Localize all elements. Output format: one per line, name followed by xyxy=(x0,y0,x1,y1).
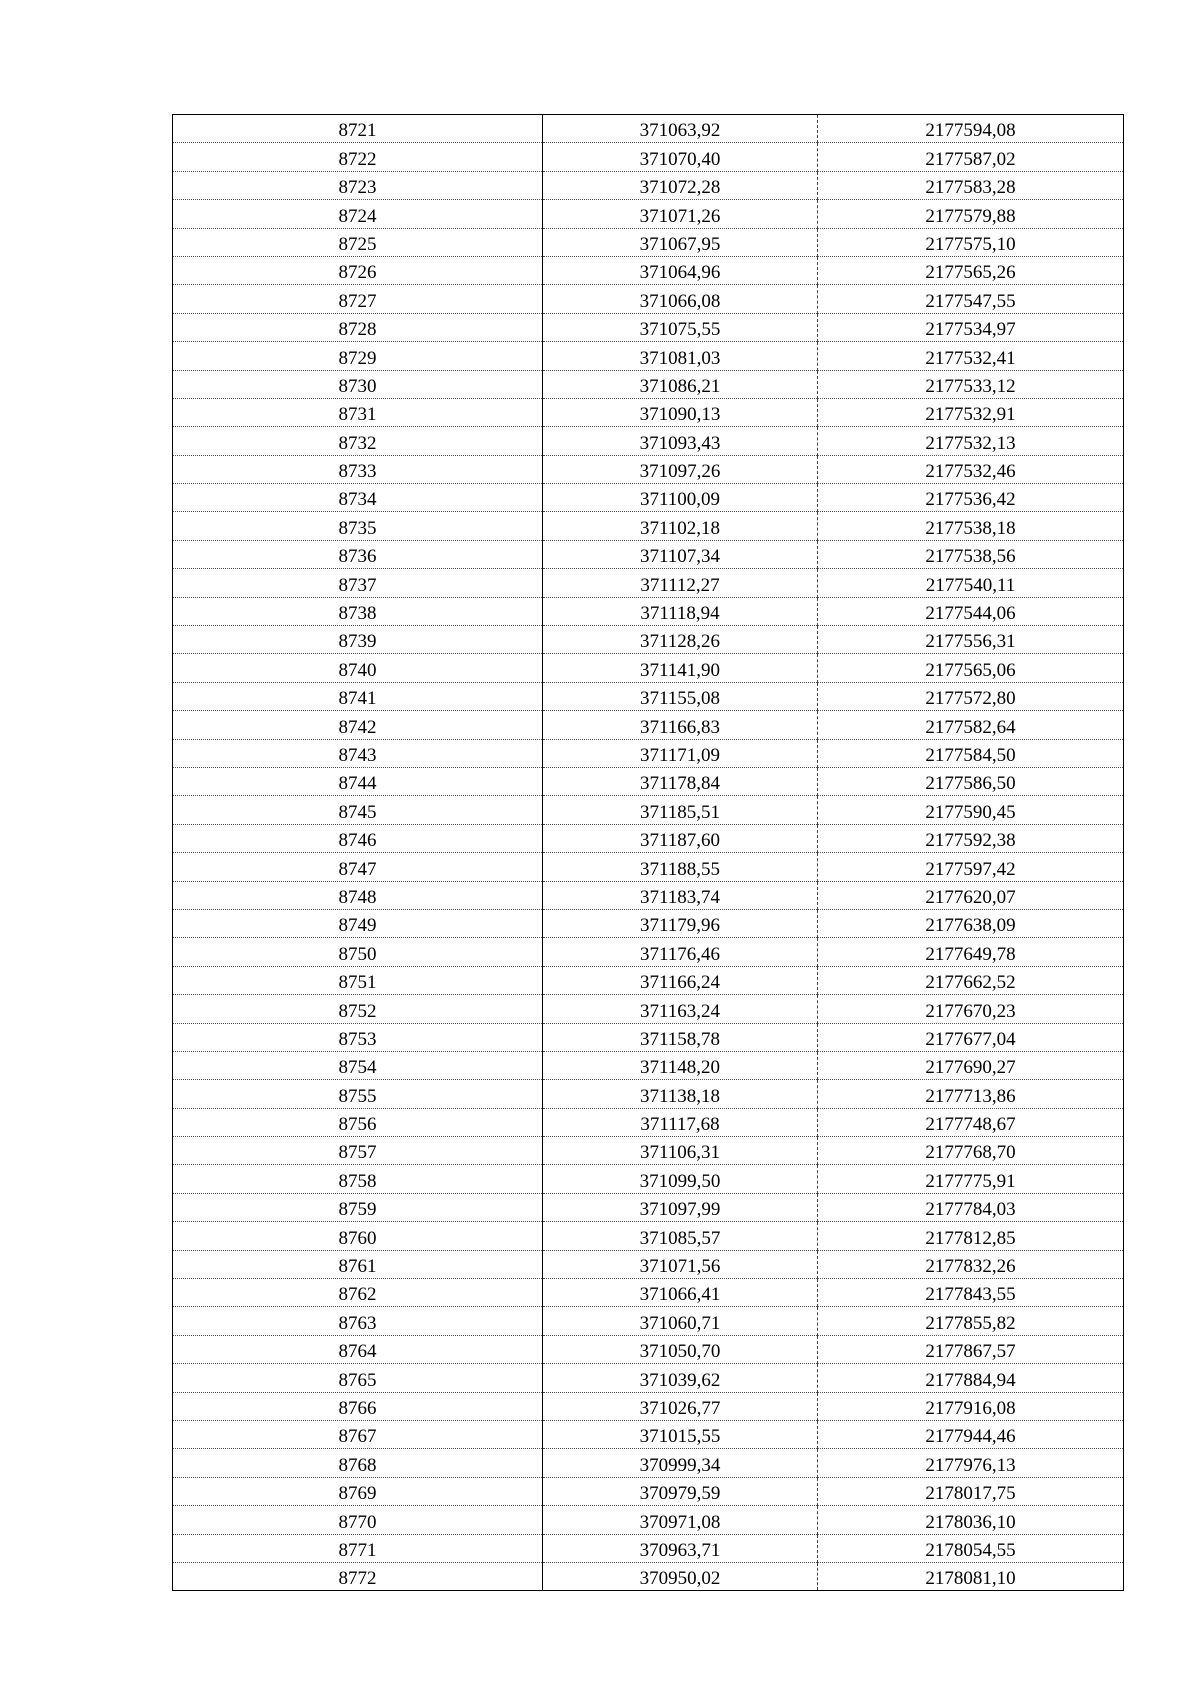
table-row xyxy=(173,824,1124,852)
x-coordinate-cell: 371141,90 xyxy=(543,654,818,682)
table-row xyxy=(173,115,1124,143)
point-number-cell: 8764 xyxy=(173,1335,543,1363)
x-coordinate-cell: 371097,26 xyxy=(543,455,818,483)
table-row xyxy=(173,143,1124,171)
x-coordinate-cell: 371039,62 xyxy=(543,1364,818,1392)
point-number-cell: 8751 xyxy=(173,966,543,994)
x-coordinate-cell: 371081,03 xyxy=(543,342,818,370)
y-coordinate-cell: 2177649,78 xyxy=(818,938,1124,966)
table-row xyxy=(173,256,1124,284)
table-row xyxy=(173,484,1124,512)
x-coordinate-cell: 371117,68 xyxy=(543,1108,818,1136)
point-number-cell: 8763 xyxy=(173,1307,543,1335)
point-number-cell: 8762 xyxy=(173,1279,543,1307)
x-coordinate-cell: 371185,51 xyxy=(543,796,818,824)
point-number-cell: 8754 xyxy=(173,1051,543,1079)
y-coordinate-cell: 2177832,26 xyxy=(818,1250,1124,1278)
x-coordinate-cell: 371072,28 xyxy=(543,171,818,199)
table-row xyxy=(173,171,1124,199)
point-number-cell: 8750 xyxy=(173,938,543,966)
point-number-cell: 8768 xyxy=(173,1449,543,1477)
point-number-cell: 8760 xyxy=(173,1222,543,1250)
x-coordinate-cell: 371163,24 xyxy=(543,995,818,1023)
y-coordinate-cell: 2178017,75 xyxy=(818,1477,1124,1505)
x-coordinate-cell: 371183,74 xyxy=(543,881,818,909)
y-coordinate-cell: 2177812,85 xyxy=(818,1222,1124,1250)
y-coordinate-cell: 2177532,41 xyxy=(818,342,1124,370)
y-coordinate-cell: 2177544,06 xyxy=(818,597,1124,625)
point-number-cell: 8755 xyxy=(173,1080,543,1108)
table-row xyxy=(173,938,1124,966)
x-coordinate-cell: 371026,77 xyxy=(543,1392,818,1420)
table-row xyxy=(173,1335,1124,1363)
x-coordinate-cell: 370963,71 xyxy=(543,1534,818,1562)
table-row xyxy=(173,228,1124,256)
y-coordinate-cell: 2177638,09 xyxy=(818,909,1124,937)
x-coordinate-cell: 371060,71 xyxy=(543,1307,818,1335)
point-number-cell: 8752 xyxy=(173,995,543,1023)
y-coordinate-cell: 2177855,82 xyxy=(818,1307,1124,1335)
x-coordinate-cell: 371071,26 xyxy=(543,200,818,228)
x-coordinate-cell: 371148,20 xyxy=(543,1051,818,1079)
table-row xyxy=(173,1193,1124,1221)
x-coordinate-cell: 371107,34 xyxy=(543,540,818,568)
y-coordinate-cell: 2177532,13 xyxy=(818,427,1124,455)
y-coordinate-cell: 2177597,42 xyxy=(818,853,1124,881)
table-row xyxy=(173,1080,1124,1108)
y-coordinate-cell: 2177532,91 xyxy=(818,398,1124,426)
table-row xyxy=(173,370,1124,398)
y-coordinate-cell: 2177884,94 xyxy=(818,1364,1124,1392)
point-number-cell: 8742 xyxy=(173,711,543,739)
table-row xyxy=(173,597,1124,625)
point-number-cell: 8749 xyxy=(173,909,543,937)
y-coordinate-cell: 2177590,45 xyxy=(818,796,1124,824)
y-coordinate-cell: 2177748,67 xyxy=(818,1108,1124,1136)
x-coordinate-cell: 371085,57 xyxy=(543,1222,818,1250)
x-coordinate-cell: 371128,26 xyxy=(543,626,818,654)
table-row xyxy=(173,909,1124,937)
point-number-cell: 8745 xyxy=(173,796,543,824)
table-row xyxy=(173,398,1124,426)
point-number-cell: 8736 xyxy=(173,540,543,568)
x-coordinate-cell: 371187,60 xyxy=(543,824,818,852)
x-coordinate-cell: 370971,08 xyxy=(543,1506,818,1534)
table-row xyxy=(173,342,1124,370)
x-coordinate-cell: 371188,55 xyxy=(543,853,818,881)
table-row xyxy=(173,853,1124,881)
table-row xyxy=(173,654,1124,682)
x-coordinate-cell: 371067,95 xyxy=(543,228,818,256)
y-coordinate-cell: 2177534,97 xyxy=(818,313,1124,341)
point-number-cell: 8721 xyxy=(173,115,543,143)
y-coordinate-cell: 2177584,50 xyxy=(818,739,1124,767)
table-row xyxy=(173,1023,1124,1051)
table-row xyxy=(173,569,1124,597)
x-coordinate-cell: 371171,09 xyxy=(543,739,818,767)
x-coordinate-cell: 371106,31 xyxy=(543,1137,818,1165)
y-coordinate-cell: 2177768,70 xyxy=(818,1137,1124,1165)
point-number-cell: 8728 xyxy=(173,313,543,341)
point-number-cell: 8734 xyxy=(173,484,543,512)
table-row xyxy=(173,285,1124,313)
table-row xyxy=(173,1562,1124,1590)
y-coordinate-cell: 2177586,50 xyxy=(818,767,1124,795)
x-coordinate-cell: 370950,02 xyxy=(543,1562,818,1590)
point-number-cell: 8724 xyxy=(173,200,543,228)
point-number-cell: 8744 xyxy=(173,767,543,795)
y-coordinate-cell: 2177690,27 xyxy=(818,1051,1124,1079)
table-row xyxy=(173,512,1124,540)
coordinates-table-body xyxy=(173,115,1124,1591)
table-row xyxy=(173,1449,1124,1477)
table-row xyxy=(173,540,1124,568)
point-number-cell: 8756 xyxy=(173,1108,543,1136)
point-number-cell: 8767 xyxy=(173,1420,543,1448)
table-row xyxy=(173,200,1124,228)
table-row xyxy=(173,1279,1124,1307)
point-number-cell: 8766 xyxy=(173,1392,543,1420)
table-row xyxy=(173,1051,1124,1079)
y-coordinate-cell: 2177575,10 xyxy=(818,228,1124,256)
point-number-cell: 8746 xyxy=(173,824,543,852)
y-coordinate-cell: 2177547,55 xyxy=(818,285,1124,313)
point-number-cell: 8723 xyxy=(173,171,543,199)
point-number-cell: 8772 xyxy=(173,1562,543,1590)
table-row xyxy=(173,1108,1124,1136)
y-coordinate-cell: 2177784,03 xyxy=(818,1193,1124,1221)
y-coordinate-cell: 2177583,28 xyxy=(818,171,1124,199)
y-coordinate-cell: 2177592,38 xyxy=(818,824,1124,852)
x-coordinate-cell: 371070,40 xyxy=(543,143,818,171)
x-coordinate-cell: 371176,46 xyxy=(543,938,818,966)
point-number-cell: 8738 xyxy=(173,597,543,625)
y-coordinate-cell: 2177677,04 xyxy=(818,1023,1124,1051)
y-coordinate-cell: 2178036,10 xyxy=(818,1506,1124,1534)
x-coordinate-cell: 371178,84 xyxy=(543,767,818,795)
x-coordinate-cell: 371166,83 xyxy=(543,711,818,739)
point-number-cell: 8725 xyxy=(173,228,543,256)
x-coordinate-cell: 371066,08 xyxy=(543,285,818,313)
y-coordinate-cell: 2177565,06 xyxy=(818,654,1124,682)
table-row xyxy=(173,1364,1124,1392)
x-coordinate-cell: 371075,55 xyxy=(543,313,818,341)
y-coordinate-cell: 2177536,42 xyxy=(818,484,1124,512)
x-coordinate-cell: 370979,59 xyxy=(543,1477,818,1505)
table-row xyxy=(173,626,1124,654)
x-coordinate-cell: 371155,08 xyxy=(543,682,818,710)
point-number-cell: 8722 xyxy=(173,143,543,171)
table-row xyxy=(173,313,1124,341)
y-coordinate-cell: 2177916,08 xyxy=(818,1392,1124,1420)
coordinates-table xyxy=(172,114,1124,1591)
table-row xyxy=(173,1420,1124,1448)
y-coordinate-cell: 2177582,64 xyxy=(818,711,1124,739)
y-coordinate-cell: 2177867,57 xyxy=(818,1335,1124,1363)
y-coordinate-cell: 2177976,13 xyxy=(818,1449,1124,1477)
table-row xyxy=(173,1137,1124,1165)
table-row xyxy=(173,1250,1124,1278)
point-number-cell: 8747 xyxy=(173,853,543,881)
point-number-cell: 8765 xyxy=(173,1364,543,1392)
y-coordinate-cell: 2177775,91 xyxy=(818,1165,1124,1193)
point-number-cell: 8741 xyxy=(173,682,543,710)
point-number-cell: 8748 xyxy=(173,881,543,909)
table-row xyxy=(173,796,1124,824)
y-coordinate-cell: 2177713,86 xyxy=(818,1080,1124,1108)
point-number-cell: 8735 xyxy=(173,512,543,540)
x-coordinate-cell: 371100,09 xyxy=(543,484,818,512)
x-coordinate-cell: 371118,94 xyxy=(543,597,818,625)
table-row xyxy=(173,455,1124,483)
x-coordinate-cell: 371166,24 xyxy=(543,966,818,994)
x-coordinate-cell: 371066,41 xyxy=(543,1279,818,1307)
table-row xyxy=(173,995,1124,1023)
x-coordinate-cell: 371090,13 xyxy=(543,398,818,426)
x-coordinate-cell: 371050,70 xyxy=(543,1335,818,1363)
point-number-cell: 8743 xyxy=(173,739,543,767)
table-row xyxy=(173,682,1124,710)
y-coordinate-cell: 2178054,55 xyxy=(818,1534,1124,1562)
x-coordinate-cell: 371064,96 xyxy=(543,256,818,284)
point-number-cell: 8769 xyxy=(173,1477,543,1505)
point-number-cell: 8726 xyxy=(173,256,543,284)
table-row xyxy=(173,739,1124,767)
y-coordinate-cell: 2177565,26 xyxy=(818,256,1124,284)
table-row xyxy=(173,966,1124,994)
y-coordinate-cell: 2178081,10 xyxy=(818,1562,1124,1590)
point-number-cell: 8771 xyxy=(173,1534,543,1562)
point-number-cell: 8737 xyxy=(173,569,543,597)
point-number-cell: 8761 xyxy=(173,1250,543,1278)
point-number-cell: 8730 xyxy=(173,370,543,398)
table-row xyxy=(173,767,1124,795)
point-number-cell: 8740 xyxy=(173,654,543,682)
table-row xyxy=(173,1534,1124,1562)
y-coordinate-cell: 2177594,08 xyxy=(818,115,1124,143)
y-coordinate-cell: 2177843,55 xyxy=(818,1279,1124,1307)
point-number-cell: 8739 xyxy=(173,626,543,654)
point-number-cell: 8757 xyxy=(173,1137,543,1165)
x-coordinate-cell: 371138,18 xyxy=(543,1080,818,1108)
point-number-cell: 8759 xyxy=(173,1193,543,1221)
point-number-cell: 8732 xyxy=(173,427,543,455)
point-number-cell: 8758 xyxy=(173,1165,543,1193)
table-row xyxy=(173,1506,1124,1534)
point-number-cell: 8729 xyxy=(173,342,543,370)
x-coordinate-cell: 371097,99 xyxy=(543,1193,818,1221)
table-row xyxy=(173,1392,1124,1420)
y-coordinate-cell: 2177556,31 xyxy=(818,626,1124,654)
point-number-cell: 8727 xyxy=(173,285,543,313)
x-coordinate-cell: 371099,50 xyxy=(543,1165,818,1193)
point-number-cell: 8731 xyxy=(173,398,543,426)
point-number-cell: 8753 xyxy=(173,1023,543,1051)
table-row xyxy=(173,427,1124,455)
x-coordinate-cell: 371086,21 xyxy=(543,370,818,398)
x-coordinate-cell: 371015,55 xyxy=(543,1420,818,1448)
point-number-cell: 8733 xyxy=(173,455,543,483)
x-coordinate-cell: 371112,27 xyxy=(543,569,818,597)
y-coordinate-cell: 2177587,02 xyxy=(818,143,1124,171)
table-row xyxy=(173,711,1124,739)
y-coordinate-cell: 2177540,11 xyxy=(818,569,1124,597)
y-coordinate-cell: 2177538,56 xyxy=(818,540,1124,568)
y-coordinate-cell: 2177533,12 xyxy=(818,370,1124,398)
y-coordinate-cell: 2177532,46 xyxy=(818,455,1124,483)
x-coordinate-cell: 371071,56 xyxy=(543,1250,818,1278)
x-coordinate-cell: 371102,18 xyxy=(543,512,818,540)
table-row xyxy=(173,1307,1124,1335)
x-coordinate-cell: 371179,96 xyxy=(543,909,818,937)
x-coordinate-cell: 370999,34 xyxy=(543,1449,818,1477)
x-coordinate-cell: 371093,43 xyxy=(543,427,818,455)
x-coordinate-cell: 371063,92 xyxy=(543,115,818,143)
table-row xyxy=(173,1477,1124,1505)
y-coordinate-cell: 2177662,52 xyxy=(818,966,1124,994)
y-coordinate-cell: 2177620,07 xyxy=(818,881,1124,909)
table-row xyxy=(173,881,1124,909)
point-number-cell: 8770 xyxy=(173,1506,543,1534)
y-coordinate-cell: 2177538,18 xyxy=(818,512,1124,540)
table-row xyxy=(173,1165,1124,1193)
y-coordinate-cell: 2177670,23 xyxy=(818,995,1124,1023)
y-coordinate-cell: 2177944,46 xyxy=(818,1420,1124,1448)
table-row xyxy=(173,1222,1124,1250)
y-coordinate-cell: 2177579,88 xyxy=(818,200,1124,228)
y-coordinate-cell: 2177572,80 xyxy=(818,682,1124,710)
x-coordinate-cell: 371158,78 xyxy=(543,1023,818,1051)
